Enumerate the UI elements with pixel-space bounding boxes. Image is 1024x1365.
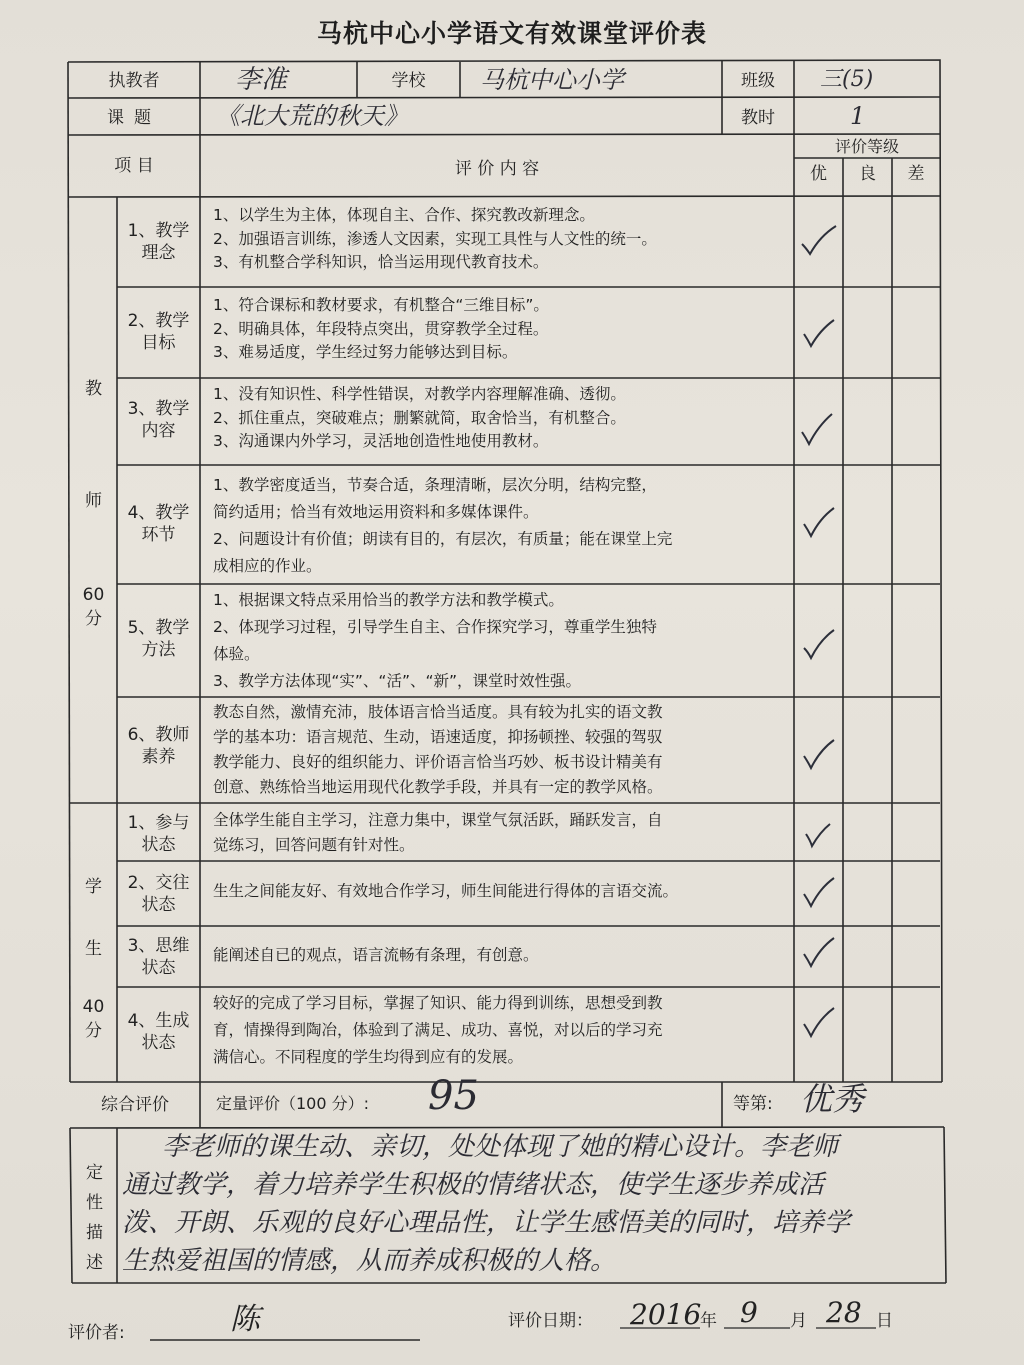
item-label: 项 目 <box>114 156 154 176</box>
date-label: 评价日期： <box>508 1311 593 1331</box>
row-name-2: 2、教学 目标 <box>127 311 190 353</box>
row-content-2: 1、符合课标和教材要求，有机整合“三维目标”。 2、明确具体，年段特点突出，贯穿教学全过程。 3、难易适度，学生经过努力能够达到目标。 <box>213 296 549 361</box>
row-content-9: 能阐述自已的观点，语言流畅有条理，有创意。 <box>213 946 539 964</box>
row-name-9: 3、思维 状态 <box>127 936 190 978</box>
student-group-label-1: 学 <box>85 877 102 897</box>
rating-check-icon[interactable] <box>798 626 842 666</box>
month-value-handwritten: 9 <box>740 1296 758 1329</box>
class-label: 班级 <box>741 71 775 91</box>
score-label: 定量评价（100 分）: <box>216 1094 370 1113</box>
row-content-8: 生生之间能友好、有效地合作学习，师生间能进行得体的言语交流。 <box>213 882 679 900</box>
evaluator-signature: 陈 <box>230 1302 260 1337</box>
teacher-group-label-4: 分 <box>85 609 102 629</box>
school-name-handwritten: 马杭中心小学 <box>480 66 624 94</box>
year-value-handwritten: 2016 <box>630 1298 702 1331</box>
year-unit: 年 <box>700 1311 717 1331</box>
score-value-handwritten: 95 <box>428 1073 479 1119</box>
row-content-3: 1、没有知识性、科学性错误，对教学内容理解准确、透彻。 2、抓住重点，突破难点；删繁就简，取舍恰当，有机整合。 3、沟通课内外学习，灵活地创造性地使用教材。 <box>213 385 626 450</box>
row-name-10: 4、生成 状态 <box>127 1011 190 1053</box>
summary-label: 综合评价 <box>101 1095 169 1115</box>
row-content-7: 全体学生能自主学习，注意力集中，课堂气氛活跃，踊跃发言，自 觉练习，回答问题有针对性。 <box>213 811 663 854</box>
row-name-5: 5、教学 方法 <box>127 618 190 660</box>
period-label: 教时 <box>741 108 775 128</box>
rating-check-icon[interactable] <box>796 222 840 262</box>
row-name-1: 1、教学 理念 <box>127 221 190 263</box>
teacher-group-label-2: 师 <box>85 491 102 511</box>
day-value-handwritten: 28 <box>826 1296 862 1329</box>
rating-check-icon[interactable] <box>796 410 840 450</box>
teacher-group-label-1: 教 <box>85 379 102 399</box>
student-group-label-2: 生 <box>85 939 102 959</box>
row-name-6: 6、教师 素养 <box>127 725 190 767</box>
row-content-4: 1、教学密度适当，节奏合适，条理清晰，层次分明，结构完整， 简约适用；恰当有效地运用资料和多媒体课件。 2、问题设计有价值；朗读有目的，有层次，有质量；能在课堂上完 成相应的作业。 <box>213 476 673 575</box>
row-name-8: 2、交往 状态 <box>127 873 190 915</box>
class-value-handwritten: 三(5) <box>820 67 874 92</box>
date-underline <box>620 1326 876 1330</box>
row-content-6: 教态自然，激情充沛，肢体语言恰当适度。具有较为扎实的语文教 学的基本功：语言规范、生动，语速适度，抑扬顿挫、较强的驾驭 教学能力、良好的组织能力、评价语言恰当巧妙、板书设计精美有 创意、熟练恰当地运用现代化教学手段，并具有一定的教学风格。 <box>213 703 663 796</box>
row-content-5: 1、根据课文特点采用恰当的教学方法和教学模式。 2、体现学习过程，引导学生自主、合作探究学习，尊重学生独特 体验。 3、教学方法体现“实”、“活”、“新”，课堂时效性强。 <box>213 591 657 690</box>
school-label: 学校 <box>391 71 426 91</box>
month-unit: 月 <box>790 1311 807 1331</box>
topic-label: 课题 <box>107 108 161 128</box>
content-label: 评 价 内 容 <box>454 159 540 179</box>
qualitative-description-handwritten: 李老师的课生动、亲切，处处体现了她的精心设计。李老师 通过教学，着力培养学生积极的情绪状态，使学生逐步养成活 泼、开朗、乐观的良好心理品性，让学生感悟美的同时，培养学 生热爱祖国的情感，从而养成积极的人格。 <box>122 1132 851 1276</box>
day-unit: 日 <box>876 1311 893 1331</box>
student-group-label-3: 40 <box>82 997 105 1017</box>
rating-check-icon[interactable] <box>798 504 842 544</box>
row-content-10: 较好的完成了学习目标，掌握了知识、能力得到训练，思想受到教 育，情操得到陶冶，体验到了满足、成功、喜悦，对以后的学习充 满信心。不同程度的学生均得到应有的发展。 <box>213 994 663 1066</box>
level-label: 等第: <box>733 1094 773 1114</box>
row-name-7: 1、参与 状态 <box>127 813 190 855</box>
grade-label: 评价等级 <box>834 137 899 156</box>
evaluator-underline <box>150 1338 420 1342</box>
evaluator-label: 评价者: <box>68 1323 125 1343</box>
teacher-name-handwritten: 李准 <box>235 65 288 95</box>
rating-check-icon[interactable] <box>798 316 842 356</box>
row-name-3: 3、教学 内容 <box>127 399 190 441</box>
grade-good-label: 良 <box>859 164 876 184</box>
period-value-handwritten: 1 <box>850 102 866 130</box>
rating-check-icon[interactable] <box>798 1004 842 1044</box>
form-title: 马杭中心小学语文有效课堂评价表 <box>316 19 707 48</box>
student-group-label-4: 分 <box>85 1021 102 1041</box>
topic-value-handwritten: 《北大荒的秋天》 <box>216 102 408 130</box>
row-name-4: 4、教学 环节 <box>127 503 190 545</box>
grade-excellent-label: 优 <box>810 164 827 184</box>
grade-poor-label: 差 <box>907 164 925 184</box>
rating-check-icon[interactable] <box>798 934 842 974</box>
level-value-handwritten: 优秀 <box>800 1080 865 1118</box>
rating-check-icon[interactable] <box>800 818 840 854</box>
rating-check-icon[interactable] <box>798 874 842 914</box>
rating-check-icon[interactable] <box>798 736 842 776</box>
row-content-1: 1、以学生为主体，体现自主、合作、探究教改新理念。 2、加强语言训练，渗透人文因素，实现工具性与人文性的统一。 3、有机整合学科知识，恰当运用现代教育技术。 <box>213 206 657 271</box>
teacher-label: 执教者 <box>108 71 160 91</box>
qualitative-label: 定 性 描 述 <box>86 1163 103 1273</box>
teacher-group-label-3: 60 <box>82 585 105 605</box>
